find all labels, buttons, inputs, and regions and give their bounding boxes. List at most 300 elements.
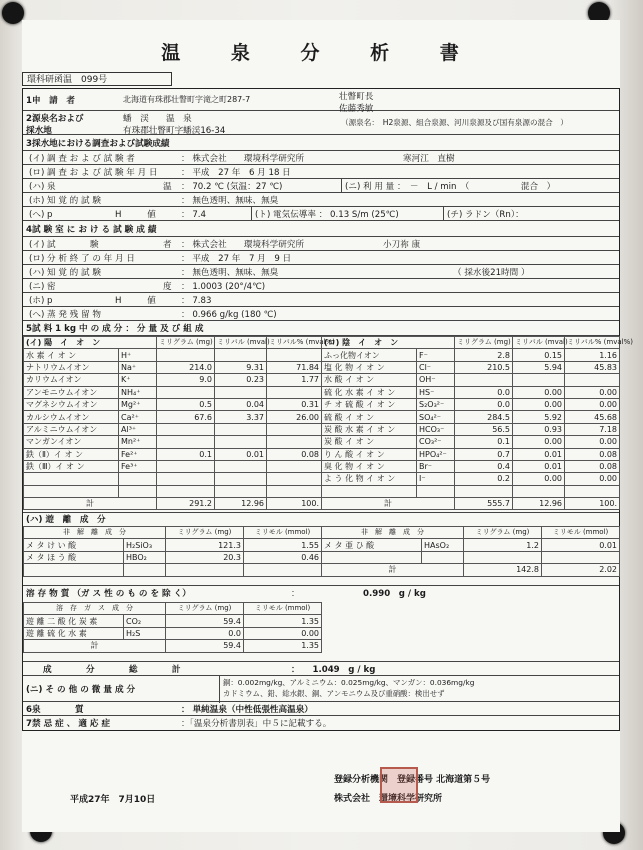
undissociated-right-name: [322, 551, 422, 563]
spring-quality-row: [23, 702, 619, 716]
anion-pct: 0.00: [565, 436, 620, 448]
anion-row: [322, 485, 620, 497]
lab-sensory-value: ： 無色透明、無味、無臭: [181, 267, 279, 278]
undissociated-right-row: [322, 551, 620, 563]
undissociated-right-symbol: HAsO₂: [422, 539, 464, 551]
trace-values: [219, 676, 626, 703]
cation-mval: [215, 386, 267, 398]
anion-mg: 2.8: [455, 349, 513, 361]
registration-info: 登録分析機関 登録番号 北海道第５号: [334, 775, 491, 785]
anion-symbol: F⁻: [417, 349, 455, 361]
company-seal: [380, 767, 418, 803]
lab-header: 4試 験 室 に お け る 試 験 成 績: [26, 224, 157, 235]
cation-symbol: Na⁺: [119, 361, 157, 373]
cation-symbol: [119, 473, 157, 485]
lab-tester-person: 小刀祢 康: [383, 239, 421, 250]
anion-symbol: CO₃²⁻: [417, 436, 455, 448]
undissociated-left-symbol: H₂SiO₃: [124, 539, 166, 551]
gas-total-mmol: 1.35: [244, 640, 322, 652]
anion-mval: 0.01: [513, 448, 565, 460]
anion-pct: [565, 485, 620, 497]
anion-row: [322, 423, 620, 435]
cation-mg: [157, 386, 215, 398]
anion-mval: [513, 485, 565, 497]
undissociated-left-mmol: [244, 564, 322, 576]
onsite-row-5: [23, 207, 619, 221]
anion-pct: 1.16: [565, 349, 620, 361]
lab-date-label: (ロ) 分 析 終 了 の 年 月 日: [29, 253, 135, 264]
lab-tester-label: (イ) 試 験: [29, 239, 99, 250]
anion-table: [321, 336, 633, 510]
anion-col-mg: ミリグラム (mg): [455, 337, 513, 349]
undissociated-right-col-mmol: ミリモル (mmol): [542, 527, 620, 539]
anion-mg: 56.5: [455, 423, 513, 435]
cation-mval: 0.04: [215, 398, 267, 410]
cation-name: 鉄（Ⅲ）イ オ ン: [24, 460, 119, 472]
onsite-investigator-person: 寒河江 直樹: [403, 153, 455, 164]
applicant-address: 北海道有珠郡壮瞥町字滝之町287-7: [123, 95, 251, 104]
anion-name: 臭 化 物 イ オ ン: [322, 460, 417, 472]
spring-quality-value: ： 単純温泉（中性低張性高温泉）: [181, 704, 313, 715]
undissociated-left-row: [24, 539, 322, 551]
anion-mval: 0.00: [513, 436, 565, 448]
spring-note: （源泉名： H2泉源、組合泉源、河川泉源及び国有泉源の混合 ）: [341, 118, 568, 127]
cation-symbol: NH₄⁺: [119, 386, 157, 398]
spring-quality-label: 6泉 質: [26, 704, 84, 715]
anion-col-pct: ミリバル% (mval%): [565, 337, 620, 349]
grand-total-row: [23, 662, 619, 676]
undissociated-right-body: [322, 527, 620, 577]
issuer-company: 株式会社 環境科学研究所: [334, 794, 443, 804]
gas-mmol: 0.00: [244, 627, 322, 639]
temperature-value: ： 70.2 ℃ (気温：27 ℃): [181, 181, 283, 192]
cation-pct: 26.00: [267, 411, 322, 423]
undissociated-left-row: [24, 551, 322, 563]
anion-mval: 0.15: [513, 349, 565, 361]
cation-symbol: K⁺: [119, 374, 157, 386]
gas-name: 遊 離 二 酸 化 炭 素: [24, 615, 124, 627]
undissociated-left-body: [24, 527, 322, 577]
lab-tester-value: ： 株式会社 環境科学研究所: [181, 239, 305, 250]
anion-symbol: HS⁻: [417, 386, 455, 398]
cation-row: [24, 386, 322, 398]
cation-mg: [157, 460, 215, 472]
anion-row: [322, 473, 620, 485]
anion-symbol: HPO₄²⁻: [417, 448, 455, 460]
applicant-org: 壮瞥町長: [339, 92, 374, 102]
onsite-row-2: [23, 165, 619, 179]
anion-symbol: Cl⁻: [417, 361, 455, 373]
cation-name: マンガンイオン: [24, 436, 119, 448]
anion-symbol: I⁻: [417, 473, 455, 485]
anion-pct: 0.00: [565, 473, 620, 485]
evaporation-label: (へ) 蒸 発 残 留 物: [29, 309, 101, 320]
cation-row: [24, 423, 322, 435]
onsite-row-1: [23, 151, 619, 165]
cation-mg: 0.5: [157, 398, 215, 410]
analysis-document: [22, 20, 633, 832]
cation-table-header: [24, 337, 322, 349]
gas-symbol: H₂S: [124, 627, 166, 639]
lab-row-5: [23, 293, 619, 307]
anion-mg: 0.2: [455, 473, 513, 485]
anion-row: [322, 361, 620, 373]
cation-row: [24, 349, 322, 361]
onsite-header: 3採水地における調査および試験成績: [26, 138, 170, 149]
density-value: ： 1.0003 (20°/4℃): [181, 281, 266, 292]
cation-title: (イ) 陽 イ オ ン: [24, 337, 157, 349]
grand-total-label: 成 分 総 計: [43, 664, 181, 675]
undissociated-total-mmol: 2.02: [542, 564, 620, 576]
onsite-date-label: (ロ) 調 査 お よ び 試 験 年 月 日: [29, 167, 158, 178]
undissociated-right-symbol: [422, 551, 464, 563]
cation-name: アルミニウムイオン: [24, 423, 119, 435]
undissociated-total-label: 計: [322, 564, 464, 576]
undissociated-left-symbol: HBO₂: [124, 551, 166, 563]
cation-table-body: [24, 337, 335, 510]
undissociated-right-col-mg: ミリグラム (mg): [464, 527, 542, 539]
cation-table: [23, 336, 335, 510]
anion-mval: 0.00: [513, 386, 565, 398]
cation-name: ナトリウムイオン: [24, 361, 119, 373]
cation-name: アンモニウムイオン: [24, 386, 119, 398]
onsite-date-value: ： 平成 27 年 6 月 18 日: [181, 167, 291, 178]
anion-name: [322, 485, 417, 497]
lab-date-value: ： 平成 27 年 7 月 9 日: [181, 253, 292, 264]
anion-mval: [513, 374, 565, 386]
document-title: 温 泉 分 析 書: [161, 42, 481, 64]
anion-mval: 5.92: [513, 411, 565, 423]
cation-name: 鉄（Ⅱ）イ オ ン: [24, 448, 119, 460]
anion-mval: 0.01: [513, 460, 565, 472]
undissociated-left-row: [24, 564, 322, 576]
grand-total-value: ： 1.049 g / kg: [291, 664, 376, 675]
anion-mg: 0.0: [455, 398, 513, 410]
lab-row-6: [23, 307, 619, 321]
cation-mval: 0.23: [215, 374, 267, 386]
anion-mval: 0.93: [513, 423, 565, 435]
undissociated-title: (ハ) 遊 離 成 分: [26, 515, 106, 525]
cation-pct: 0.08: [267, 448, 322, 460]
lab-ph-value: ： 7.83: [181, 295, 212, 306]
indications-value: ：「温泉分析書別表」中５に記載する。: [181, 719, 332, 729]
cation-col-mval: ミリバル (mval): [215, 337, 267, 349]
record-number: 環科研函温 099号: [22, 72, 172, 86]
anion-mg: [455, 374, 513, 386]
ion-tables-row: [23, 336, 633, 513]
cation-name: カルシウムイオン: [24, 411, 119, 423]
cation-pct: 1.77: [267, 374, 322, 386]
trace-row: [23, 676, 619, 702]
anion-symbol: OH⁻: [417, 374, 455, 386]
gas-total-mg: 59.4: [166, 640, 244, 652]
undissociated-left-mg: [166, 564, 244, 576]
cation-pct: 0.31: [267, 398, 322, 410]
cation-symbol: Fe²⁺: [119, 448, 157, 460]
cation-pct: [267, 460, 322, 472]
gas-table-wrap: [23, 602, 321, 653]
undissociated-left-name: メ タ ほ う 酸: [24, 551, 124, 563]
composition-header: 5試 料 1 kg 中 の 成 分 ： 分 量 及 び 組 成: [26, 324, 204, 334]
gas-table-body: [24, 603, 322, 653]
lab-sampling-note: （ 採水後21時間 ）: [453, 267, 530, 278]
undissociated-total-row: [322, 564, 620, 576]
indications-row: [23, 716, 619, 730]
undissociated-left-header: [24, 527, 322, 539]
anion-table-header: [322, 337, 620, 349]
anion-symbol: [417, 485, 455, 497]
undissociated-left-wrap: [23, 526, 321, 577]
anion-row: [322, 374, 620, 386]
cation-mg: 67.6: [157, 411, 215, 423]
lab-row-1: [23, 237, 619, 251]
cation-row: [24, 460, 322, 472]
anion-total-mval: 12.96: [513, 498, 565, 510]
trace-label: (ニ) そ の 他 の 微 量 成 分: [26, 684, 136, 695]
onsite-row-4: [23, 193, 619, 207]
anion-symbol: Br⁻: [417, 460, 455, 472]
anion-mg: 0.0: [455, 386, 513, 398]
cation-row: [24, 448, 322, 460]
undissociated-total-mg: 142.8: [464, 564, 542, 576]
cation-mg: [157, 485, 215, 497]
anion-col-mval: ミリバル (mval): [513, 337, 565, 349]
lab-sensory-label: (ハ) 知 覚 的 試 験: [29, 267, 101, 278]
gas-col-name: 溶 存 ガ ス 成 分: [24, 603, 166, 615]
anion-name: 塩 化 物 イ オ ン: [322, 361, 417, 373]
onsite-ph-label-suffix: H 値: [115, 209, 156, 220]
onsite-sensory-label: (ホ) 知 覚 的 試 験: [29, 195, 101, 206]
anion-pct: 45.83: [565, 361, 620, 373]
anion-total-label: 計: [322, 498, 455, 510]
cation-mg: [157, 349, 215, 361]
gas-col-mg: ミリグラム (mg): [166, 603, 244, 615]
temperature-label-suffix: 温: [163, 181, 172, 192]
anion-symbol: S₂O₃²⁻: [417, 398, 455, 410]
anion-row: [322, 436, 620, 448]
cation-row: [24, 398, 322, 410]
undissociated-right-mmol: [542, 551, 620, 563]
cation-row: [24, 485, 322, 497]
spring-label: 2源泉名および: [26, 114, 84, 124]
cation-pct: [267, 386, 322, 398]
cation-mval: 9.31: [215, 361, 267, 373]
anion-name: 炭 酸 水 素 イ オ ン: [322, 423, 417, 435]
cation-mval: 3.37: [215, 411, 267, 423]
lab-row-4: [23, 279, 619, 293]
cation-row: [24, 411, 322, 423]
anion-pct: 0.00: [565, 398, 620, 410]
anion-pct: [565, 374, 620, 386]
cation-symbol: Al³⁺: [119, 423, 157, 435]
applicant-name: 佐藤秀敏: [339, 104, 374, 114]
cation-total-label: 計: [24, 498, 157, 510]
conductivity: (ト) 電気伝導率 ： 0.13 S/m (25℃): [251, 207, 445, 220]
undissociated-left-table: [23, 526, 322, 577]
undissociated-left-symbol: [124, 564, 166, 576]
cation-pct: [267, 473, 322, 485]
lab-row-2: [23, 251, 619, 265]
undissociated-right-name: メ タ 亜 ひ 酸: [322, 539, 422, 551]
undissociated-right-table: [321, 526, 620, 577]
cation-mg: [157, 423, 215, 435]
anion-name: ふっ化物イオン: [322, 349, 417, 361]
undissociated-left-mg: 20.3: [166, 551, 244, 563]
cation-name: [24, 485, 119, 497]
undissociated-right-header: [322, 527, 620, 539]
applicant-org-block: [339, 89, 419, 114]
gas-row: [24, 627, 322, 639]
anion-table-body: [322, 337, 633, 510]
applicant-label: 1申 請 者: [26, 95, 75, 106]
anion-mg: 0.4: [455, 460, 513, 472]
cation-mval: 0.01: [215, 448, 267, 460]
cation-symbol: Fe³⁺: [119, 460, 157, 472]
gas-mmol: 1.35: [244, 615, 322, 627]
anion-pct: 0.08: [565, 460, 620, 472]
anion-name: り ん 酸 イ オ ン: [322, 448, 417, 460]
anion-pct: 0.00: [565, 386, 620, 398]
issue-date: 平成27年 7月10日: [70, 795, 156, 805]
gas-table-header: [24, 603, 322, 615]
undissociated-row: [23, 513, 619, 586]
cation-mval: [215, 436, 267, 448]
anion-name: 炭 酸 イ オ ン: [322, 436, 417, 448]
spring-label-block: [26, 111, 116, 135]
anion-row: [322, 386, 620, 398]
undissociated-right-mmol: 0.01: [542, 539, 620, 551]
dissolved-row: [23, 586, 619, 662]
anion-total-row: [322, 498, 620, 510]
temperature-label: (ハ) 泉: [29, 181, 56, 192]
cation-row: [24, 374, 322, 386]
cation-mg: 9.0: [157, 374, 215, 386]
undissociated-left-mmol: 0.46: [244, 551, 322, 563]
cation-mval: [215, 349, 267, 361]
gas-row: [24, 615, 322, 627]
pin-top-left: [2, 2, 24, 24]
anion-row: [322, 460, 620, 472]
anion-name: 硫 酸 イ オ ン: [322, 411, 417, 423]
undissociated-right-row: [322, 539, 620, 551]
cation-name: マグネシウムイオン: [24, 398, 119, 410]
anion-title: (ロ) 陰 イ オ ン: [322, 337, 455, 349]
site-label: 採水地: [26, 126, 52, 136]
undissociated-col-name: 非 解 離 成 分: [24, 527, 166, 539]
trace-line-1: 銅：0.002mg/kg、アルミニウム：0.025mg/kg、マンガン：0.036mg/kg: [223, 678, 475, 687]
undissociated-left-name: [24, 564, 124, 576]
lab-ph-label: (ホ) p: [29, 295, 53, 306]
anion-row: [322, 349, 620, 361]
cation-total-mval: 12.96: [215, 498, 267, 510]
cation-mval: [215, 460, 267, 472]
cation-col-pct: ミリバル% (mval%): [267, 337, 322, 349]
onsite-row-3: [23, 179, 619, 193]
cation-pct: 71.84: [267, 361, 322, 373]
anion-total-mg: 555.7: [455, 498, 513, 510]
anion-row: [322, 411, 620, 423]
cation-symbol: Mg²⁺: [119, 398, 157, 410]
gas-mg: 59.4: [166, 615, 244, 627]
cation-pct: [267, 436, 322, 448]
anion-table-wrap: [321, 336, 633, 510]
onsite-ph-value: ： 7.4: [181, 209, 206, 220]
spring-row: [23, 111, 619, 135]
radon: (チ) ラドン（Rn）：: [443, 207, 623, 220]
cation-total-mg: 291.2: [157, 498, 215, 510]
cation-mg: [157, 473, 215, 485]
cation-row: [24, 436, 322, 448]
undissociated-left-mmol: 1.55: [244, 539, 322, 551]
gas-total-row: [24, 640, 322, 652]
cation-total-pct: 100.: [267, 498, 322, 510]
anion-name: よ う 化 物 イ オ ン: [322, 473, 417, 485]
trace-line-2: カドミウム、鉛、総水銀、銅、アンモニウム及び重硝酸：検出せず: [223, 689, 445, 698]
flow-rate: (ニ) 利 用 量 ： － L / min （ 混合 ）: [341, 179, 623, 192]
anion-total-pct: 100.: [565, 498, 620, 510]
lab-header-row: [23, 221, 619, 237]
cation-symbol: H⁺: [119, 349, 157, 361]
undissociated-right-col-name: 非 解 離 成 分: [322, 527, 464, 539]
onsite-sensory-value: ： 無色透明、無味、無臭: [181, 195, 279, 206]
evaporation-value: ： 0.966 g/kg (180 ℃): [181, 309, 277, 320]
cation-name: カリウムイオン: [24, 374, 119, 386]
anion-name: チ オ 硫 酸 イ オ ン: [322, 398, 417, 410]
onsite-ph-label: (へ) p: [29, 209, 53, 220]
cation-mg: 214.0: [157, 361, 215, 373]
density-label: (ニ) 密: [29, 281, 56, 292]
spring-name: 蟠 渓 温 泉: [123, 114, 192, 124]
anion-pct: 45.68: [565, 411, 620, 423]
cation-symbol: [119, 485, 157, 497]
indications-label: 7禁 忌 症 、 適 応 症: [26, 719, 111, 729]
anion-row: [322, 448, 620, 460]
dissolved-value: 0.990 g / kg: [363, 589, 426, 599]
applicant-row: [23, 89, 619, 114]
undissociated-left-name: メ タ け い 酸: [24, 539, 124, 551]
onsite-investigator-value: ： 株式会社 環境科学研究所: [181, 153, 305, 164]
undissociated-left-mg: 121.3: [166, 539, 244, 551]
lab-tester-label-suffix: 者: [163, 239, 172, 250]
dissolved-title: 溶 存 物 質 （ガ ス 性 の も の を 除 く）: [26, 589, 191, 599]
cation-mval: [215, 423, 267, 435]
cation-col-mg: ミリグラム (mg): [157, 337, 215, 349]
anion-mg: 284.5: [455, 411, 513, 423]
cation-name: [24, 473, 119, 485]
cation-symbol: Mn²⁺: [119, 436, 157, 448]
undissociated-right-mg: 1.2: [464, 539, 542, 551]
anion-mg: [455, 485, 513, 497]
gas-symbol: CO₂: [124, 615, 166, 627]
gas-total-label: 計: [24, 640, 166, 652]
lab-row-3: [23, 265, 619, 279]
gas-mg: 0.0: [166, 627, 244, 639]
cation-mval: [215, 485, 267, 497]
anion-mval: 5.94: [513, 361, 565, 373]
cation-symbol: Ca²⁺: [119, 411, 157, 423]
cation-pct: [267, 423, 322, 435]
undissociated-col-mg: ミリグラム (mg): [166, 527, 244, 539]
composition-header-row: [23, 321, 619, 336]
undissociated-col-mmol: ミリモル (mmol): [244, 527, 322, 539]
anion-mg: 210.5: [455, 361, 513, 373]
anion-mval: 0.00: [513, 473, 565, 485]
cation-row: [24, 361, 322, 373]
onsite-investigator-label: (イ) 調 査 お よ び 試 験 者: [29, 153, 135, 164]
cation-row: [24, 473, 322, 485]
cation-table-wrap: [23, 336, 335, 510]
undissociated-right-mg: [464, 551, 542, 563]
